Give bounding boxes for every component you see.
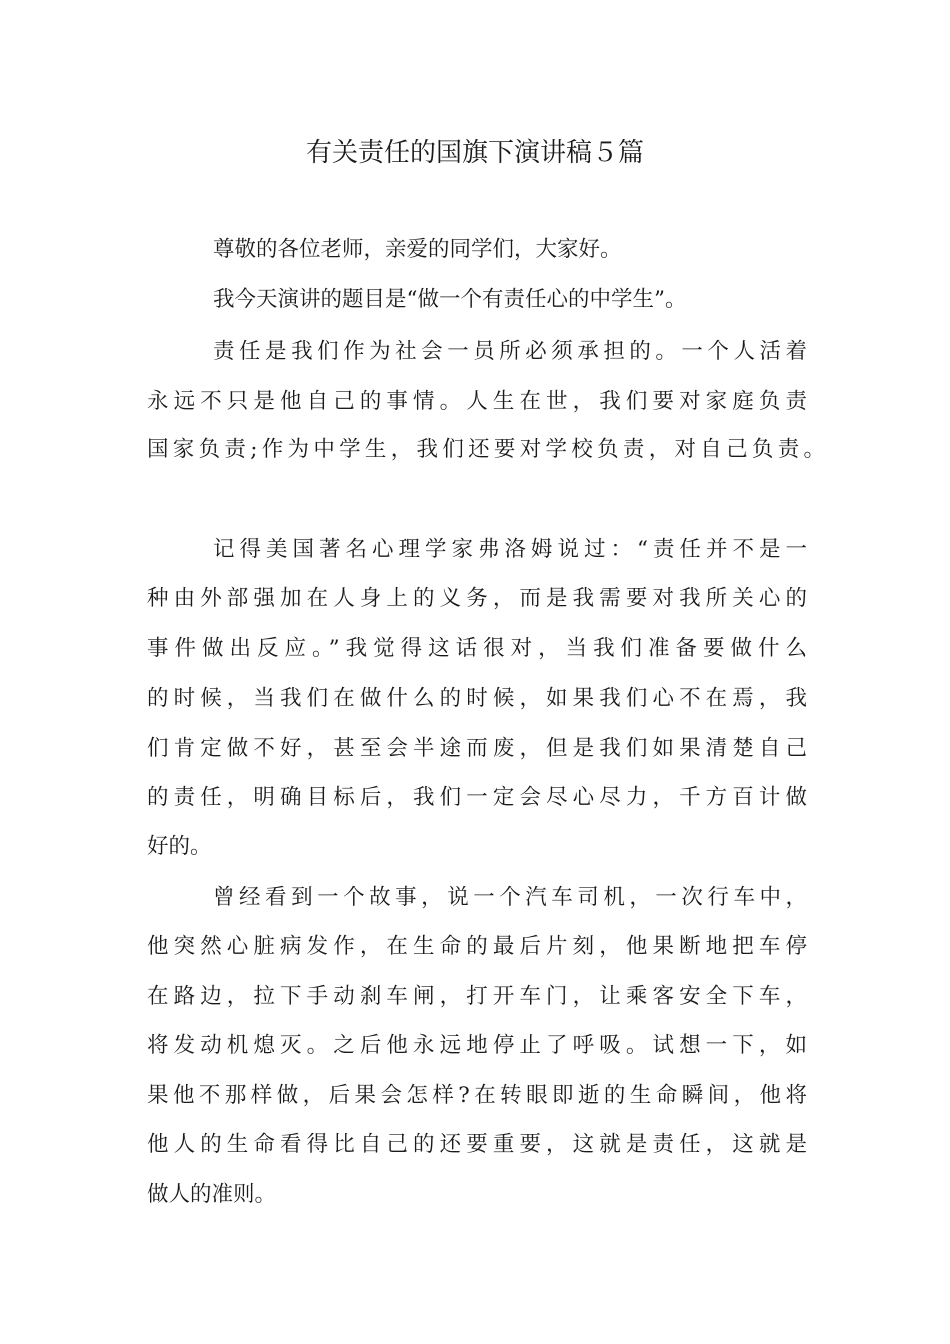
paragraph-line: 果他不那样做，后果会怎样?在转眼即逝的生命瞬间，他将	[147, 1083, 807, 1108]
paragraph-line: 曾经看到一个故事，说一个汽车司机，一次行车中，	[213, 885, 807, 910]
paragraph-line: 做人的准则。	[147, 1182, 277, 1207]
paragraph-line: 的责任，明确目标后，我们一定会尽心尽力，千方百计做	[147, 785, 807, 810]
paragraph-line: 在路边，拉下手动刹车闸，打开车门，让乘客安全下车，	[147, 984, 807, 1009]
topic-line: 我今天演讲的题目是“做一个有责任心的中学生”。	[213, 287, 687, 312]
paragraph-line: 责任是我们作为社会一员所必须承担的。一个人活着	[213, 339, 807, 364]
document-title: 有关责任的国旗下演讲稿５篇	[305, 138, 644, 168]
paragraph-line: 好的。	[147, 834, 212, 859]
paragraph-line: 事件做出反应。”我觉得这话很对，当我们准备要做什么	[147, 636, 807, 661]
paragraph-line: 将发动机熄灭。之后他永远地停止了呼吸。试想一下，如	[147, 1033, 807, 1058]
paragraph-line: 记得美国著名心理学家弗洛姆说过：“责任并不是一	[213, 537, 807, 562]
paragraph-line: 国家负责;作为中学生，我们还要对学校负责，对自己负责。	[147, 437, 825, 462]
paragraph-line: 种由外部强加在人身上的义务，而是我需要对我所关心的	[147, 586, 807, 611]
paragraph-line: 他人的生命看得比自己的还要重要，这就是责任，这就是	[147, 1132, 807, 1157]
paragraph-line: 永远不只是他自己的事情。人生在世，我们要对家庭负责	[147, 389, 807, 414]
greeting-line: 尊敬的各位老师，亲爱的同学们，大家好。	[213, 237, 622, 262]
paragraph-line: 的时候，当我们在做什么的时候，如果我们心不在焉，我	[147, 686, 807, 711]
paragraph-line: 们肯定做不好，甚至会半途而废，但是我们如果清楚自己	[147, 736, 807, 761]
paragraph-line: 他突然心脏病发作，在生命的最后片刻，他果断地把车停	[147, 934, 807, 959]
